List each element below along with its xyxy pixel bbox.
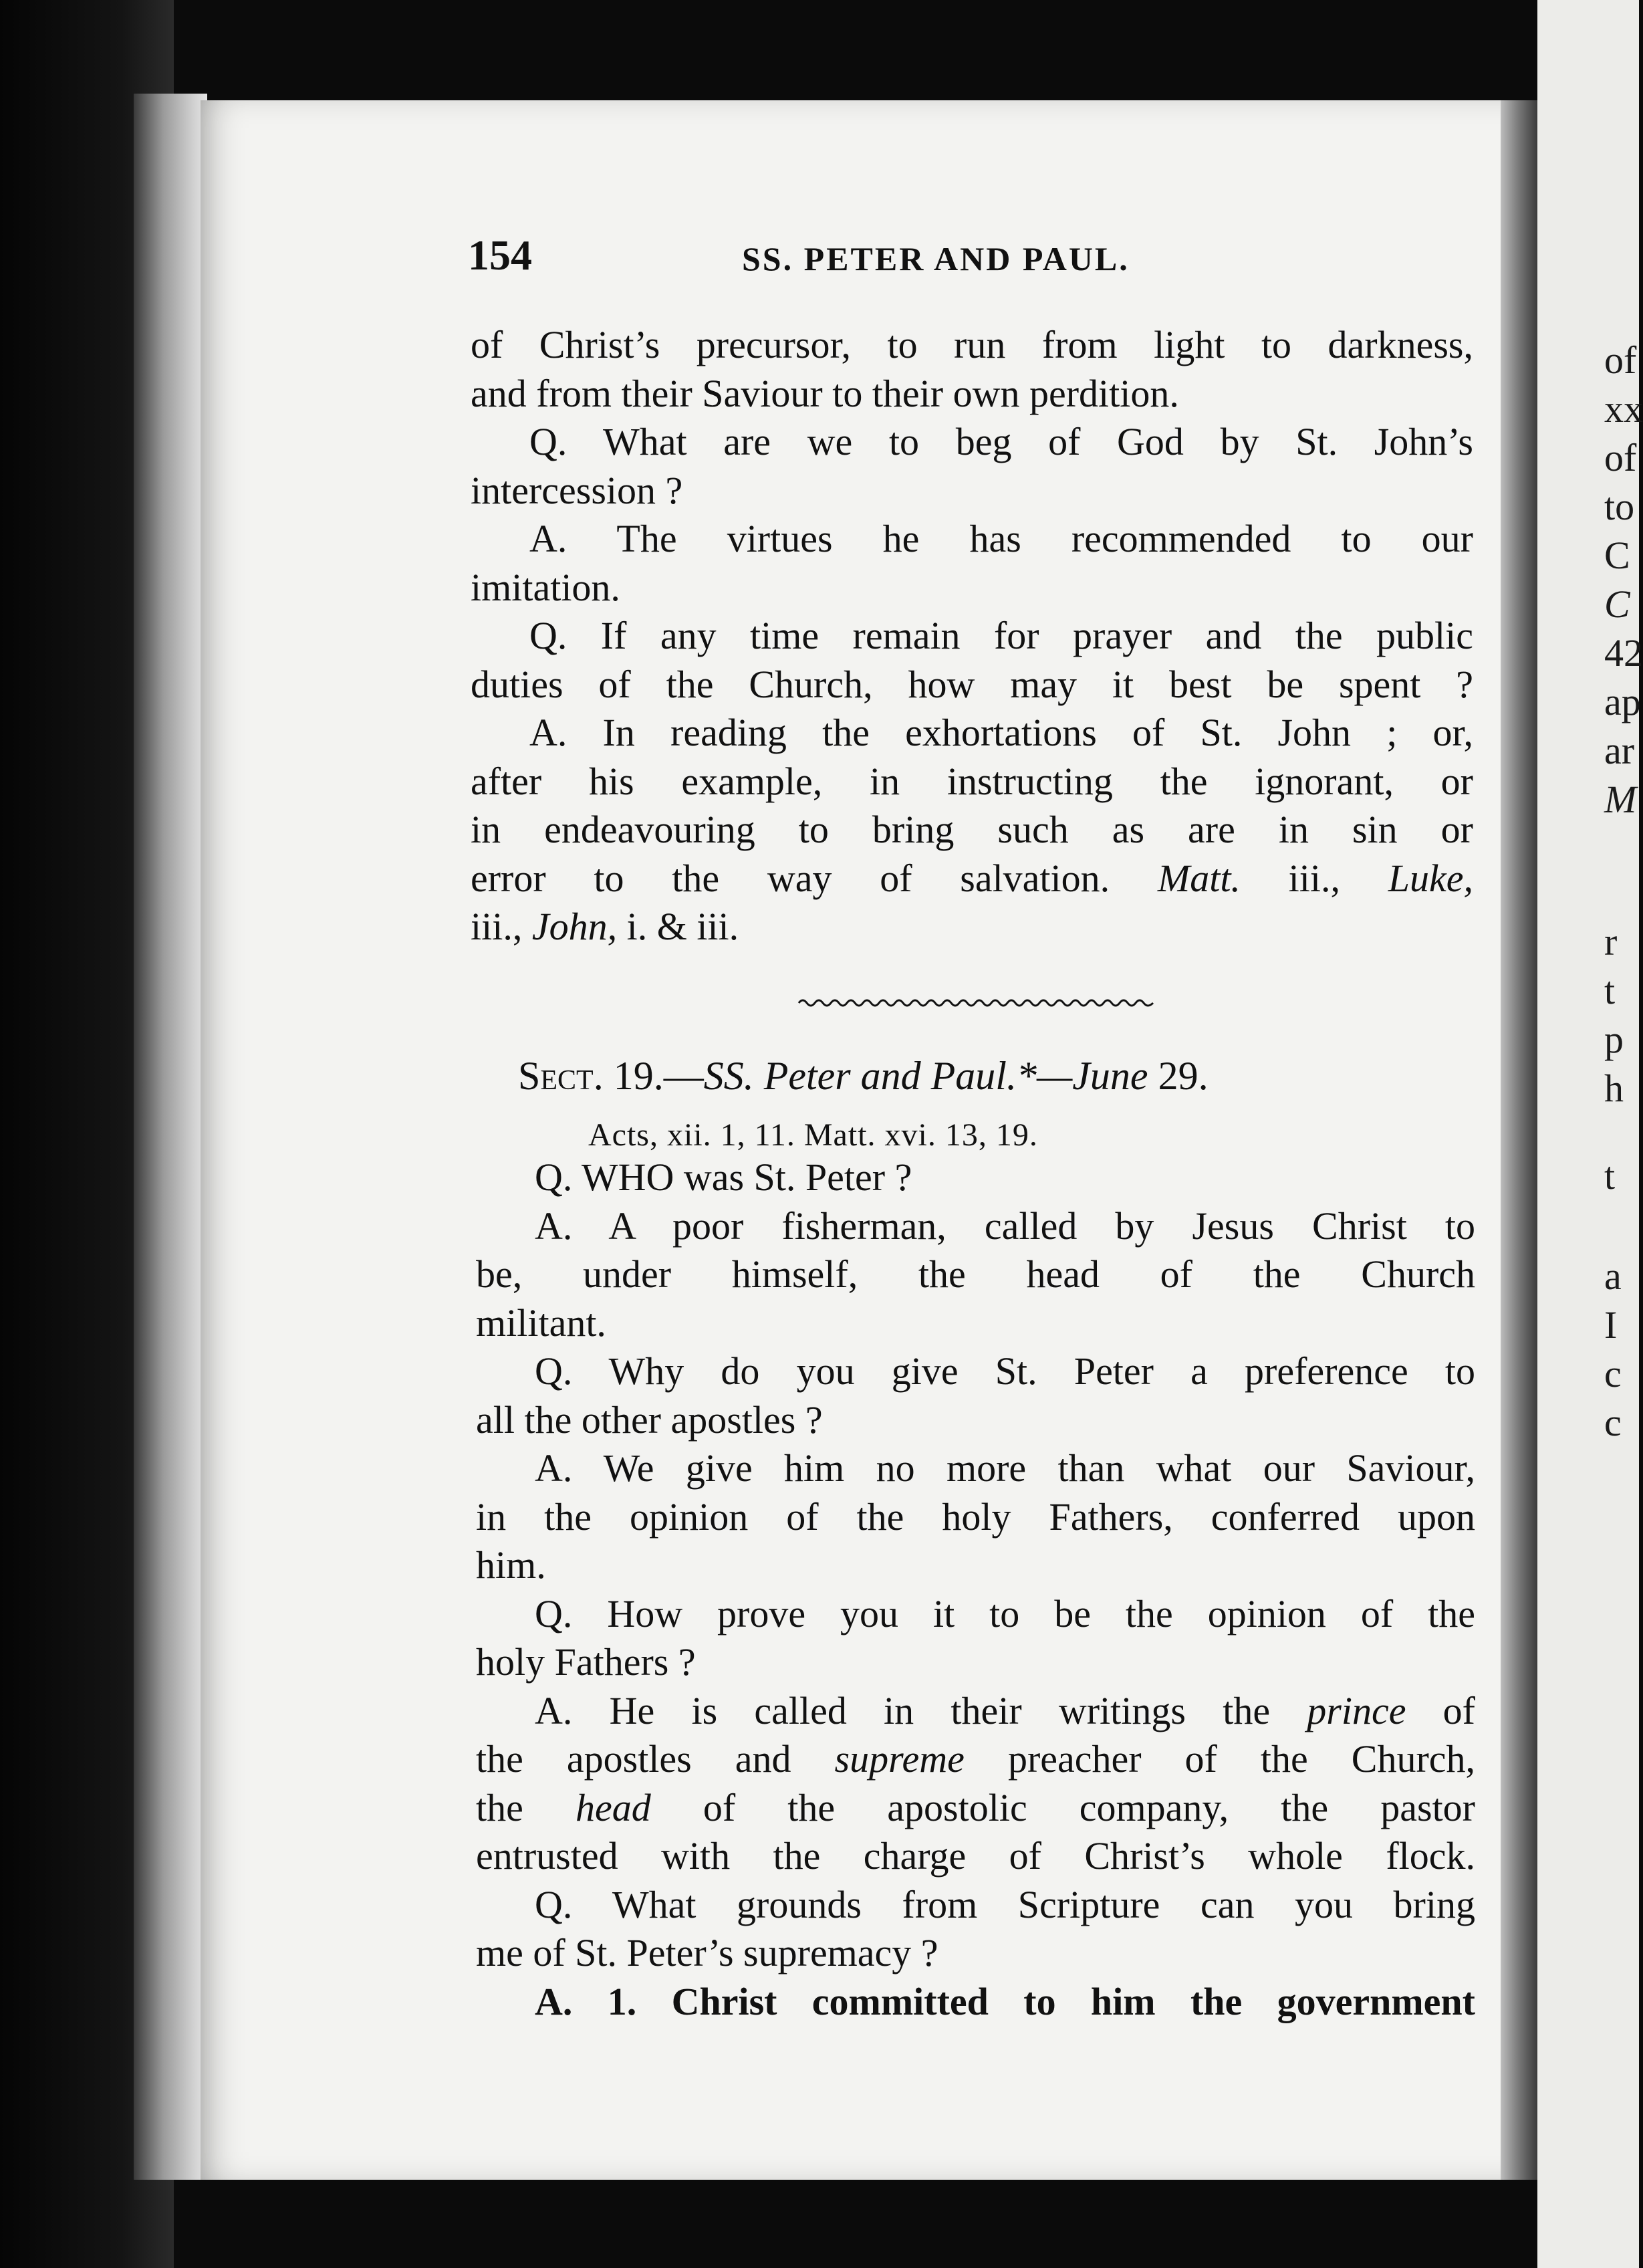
text-span: the bbox=[476, 1785, 523, 1829]
text-span: of bbox=[1442, 1688, 1475, 1732]
facing-page-fragment: c bbox=[1604, 1352, 1622, 1395]
question-line: all the other apostles ? bbox=[476, 1397, 823, 1442]
answer-line bbox=[471, 903, 1473, 951]
facing-page-fragment: 42 bbox=[1604, 631, 1643, 675]
answer-line bbox=[476, 1687, 1475, 1736]
text-span: of the apostolic company, the pastor bbox=[703, 1785, 1475, 1829]
facing-page-fragment: M bbox=[1604, 778, 1637, 821]
facing-page-fragment: xx bbox=[1604, 387, 1643, 431]
facing-page-fragment: c bbox=[1604, 1401, 1622, 1444]
facing-page-fragment: r bbox=[1604, 920, 1618, 963]
section-day: 29. bbox=[1158, 1054, 1209, 1098]
facing-page-fragment: of bbox=[1604, 436, 1637, 479]
facing-page-fragment: ar bbox=[1604, 729, 1635, 772]
text-line: and from their Saviour to their own perdition. bbox=[471, 371, 1179, 415]
facing-page-fragment: p bbox=[1604, 1018, 1624, 1061]
text-span: preacher of the Church, bbox=[1007, 1737, 1476, 1781]
facing-page-edge bbox=[1537, 0, 1643, 2268]
emphasis: head bbox=[575, 1785, 651, 1829]
answer-line bbox=[476, 1735, 1475, 1784]
section-label: Sect. bbox=[518, 1054, 604, 1098]
facing-page-fragment: I bbox=[1604, 1303, 1618, 1347]
answer-line: imitation. bbox=[471, 565, 620, 609]
section-number: 19.— bbox=[613, 1054, 704, 1098]
facing-page-fragment: ap bbox=[1604, 680, 1641, 723]
question-line: intercession ? bbox=[471, 468, 683, 512]
answer-line: after his example, in instructing the ignorant, or bbox=[471, 759, 1473, 803]
facing-page-fragment: C bbox=[1604, 582, 1630, 626]
page-gutter-shadow bbox=[1501, 100, 1537, 2180]
scripture-ref: Matt. bbox=[1157, 856, 1241, 900]
text-span: error to the way of salvation. bbox=[471, 856, 1110, 900]
text-span: the apostles and bbox=[476, 1737, 791, 1781]
question-line: Q. WHO was St. Peter ? bbox=[535, 1155, 912, 1199]
question-line: Q. What are we to beg of God by St. John’s bbox=[529, 420, 1473, 463]
answer-line: A. We give him no more than what our Saviour, bbox=[535, 1446, 1475, 1490]
answer-line: A. A poor fisherman, called by Jesus Christ to bbox=[535, 1204, 1475, 1248]
section-scripture-refs: Acts, xii. 1, 11. Matt. xvi. 13, 19. bbox=[588, 1117, 1038, 1153]
answer-line: A. In reading the exhortations of St. John ; or, bbox=[529, 711, 1473, 754]
section-18-continuation bbox=[471, 321, 1473, 951]
facing-page-fragment: t bbox=[1604, 969, 1616, 1012]
scripture-ref: John, bbox=[531, 905, 618, 948]
section-title: SS. Peter and Paul.*—June bbox=[703, 1054, 1148, 1098]
facing-page-fragment: a bbox=[1604, 1254, 1622, 1298]
text-span: A. He is called in their writings the bbox=[535, 1688, 1271, 1732]
answer-line: be, under himself, the head of the Church bbox=[476, 1252, 1475, 1296]
answer-line: in endeavouring to bring such as are in sin or bbox=[471, 808, 1473, 851]
scripture-ref: Luke, bbox=[1388, 856, 1473, 900]
section-19-body bbox=[476, 1153, 1475, 2026]
section-heading bbox=[518, 1053, 1427, 1099]
text-span: iii., bbox=[1288, 856, 1341, 900]
question-line: holy Fathers ? bbox=[476, 1640, 696, 1684]
answer-line: A. 1. Christ committed to him the government bbox=[535, 1979, 1475, 2023]
text-span: i. & iii. bbox=[626, 905, 739, 948]
answer-line bbox=[476, 1784, 1475, 1833]
question-line: duties of the Church, how may it best be spent ? bbox=[471, 662, 1473, 706]
page-number: 154 bbox=[468, 231, 532, 279]
answer-line: him. bbox=[476, 1543, 546, 1587]
facing-page-fragment: h bbox=[1604, 1066, 1624, 1110]
text-span: iii., bbox=[471, 905, 523, 948]
facing-page-fragment: of bbox=[1604, 338, 1637, 382]
question-line: Q. Why do you give St. Peter a preference to bbox=[535, 1349, 1475, 1393]
facing-page-fragment: t bbox=[1604, 1154, 1616, 1198]
answer-line: entrusted with the charge of Christ’s whole flock. bbox=[476, 1834, 1475, 1878]
section-divider bbox=[799, 995, 1153, 1011]
book-binding-edge bbox=[134, 94, 207, 2180]
running-title: SS. PETER AND PAUL. bbox=[742, 240, 1130, 277]
facing-page-fragment: C bbox=[1604, 534, 1630, 577]
answer-line: A. The virtues he has recommended to our bbox=[529, 517, 1473, 560]
answer-line bbox=[471, 855, 1473, 903]
facing-page-fragment: to bbox=[1604, 485, 1635, 528]
emphasis: prince bbox=[1307, 1688, 1406, 1732]
answer-line: in the opinion of the holy Fathers, conferred upon bbox=[476, 1494, 1475, 1539]
question-line: Q. How prove you it to be the opinion of the bbox=[535, 1591, 1475, 1635]
emphasis: supreme bbox=[834, 1737, 965, 1781]
text-line: of Christ’s precursor, to run from light to darkness, bbox=[471, 323, 1473, 366]
question-line: Q. What grounds from Scripture can you bring bbox=[535, 1882, 1475, 1926]
answer-line: militant. bbox=[476, 1300, 606, 1345]
question-line: Q. If any time remain for prayer and the public bbox=[529, 614, 1473, 657]
question-line: me of St. Peter’s supremacy ? bbox=[476, 1931, 938, 1974]
